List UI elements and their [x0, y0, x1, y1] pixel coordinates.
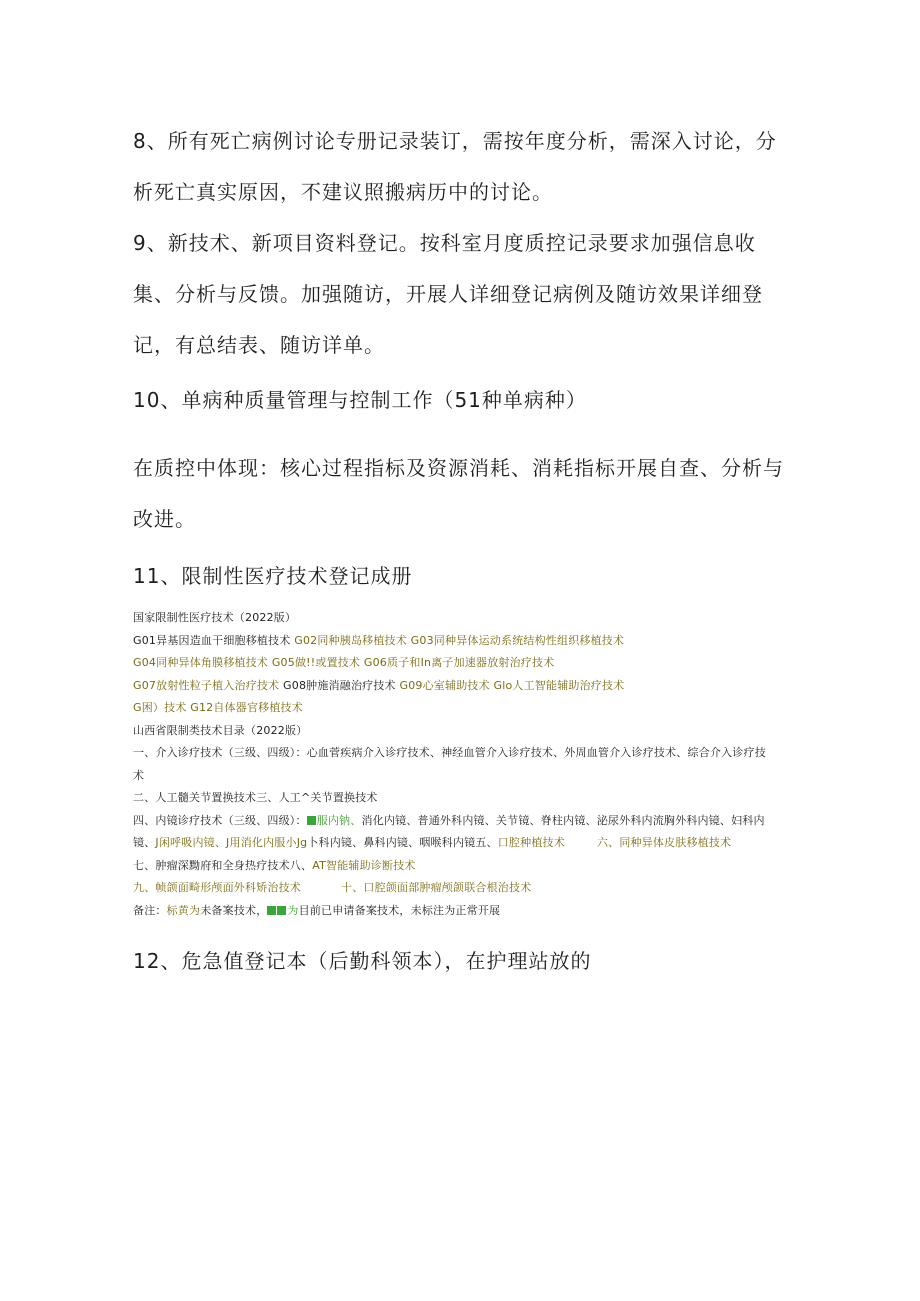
g06-item: G06质子和In离子加速器放射治疗技术: [363, 656, 555, 669]
g02-item: G02同种胰岛移植技术: [294, 633, 407, 647]
national-list-title: 国家限制性医疗技术（2022版）: [133, 611, 297, 624]
g10-item: Glo人工智能辅助治疗技术: [493, 678, 625, 692]
item-9-paragraph: 9、新技术、新项目资料登记。按科室月度质控记录要求加强信息收集、分析与反馈。加强随访，开展人详细登记病例及随访效果详细登记，有总结表、随访详单。: [133, 231, 763, 357]
item-10-detail-paragraph: 在质控中体现：核心过程指标及资源消耗、消耗指标开展自查、分析与改进。: [133, 456, 784, 531]
endoscopy-cont-1: 镜、: [133, 836, 156, 849]
shanxi-line-2: 二、人工髓关节置换技术三、人工^关节置换技术: [133, 791, 378, 804]
green-highlight-icon: [307, 816, 316, 825]
note-mid: 未备案技术，: [200, 903, 268, 917]
endoscopy-prefix: 四、内镜诊疗技术（三级、四级）：: [133, 813, 307, 827]
note-olive-label: 标黄为: [166, 903, 201, 917]
legend-note: [133, 900, 803, 923]
oral-implant-item: 口腔种植技术: [497, 836, 565, 849]
g04-item: G04同种异体角膜移植技术: [133, 656, 269, 669]
shanxi-line-3a: [133, 810, 803, 833]
note-end: 目前已申请备案技术，未标注为正常开展: [298, 903, 501, 917]
g09-item: G09心室辅助技术: [399, 678, 490, 692]
tumor-hyperthermia-item: 七、肿瘤深黝府和全身热疗技术八、: [133, 858, 313, 872]
note-prefix: 备注：: [133, 903, 167, 917]
shanxi-line-3b: [133, 832, 803, 855]
g07-item: G07放射性粒子植入治疗技术: [133, 678, 280, 692]
item-8-paragraph: 8、所有死亡病例讨论专册记录装订，需按年度分析，需深入讨论，分析死亡真实原因，不建议照搬病历中的讨论。: [133, 129, 777, 204]
endoscopy-green-item: 服内钠、: [316, 813, 362, 827]
g05-item: G05做!!或置技术: [271, 656, 361, 669]
national-line-4: [133, 697, 803, 720]
g01-item: G01异基因造血干细胞移植技术: [133, 633, 291, 647]
shanxi-line-1b: 术: [133, 768, 145, 782]
g12-item: G12自体器官移植技术: [190, 701, 303, 714]
shanxi-list-title: 山西省限制类技术目录（2022版）: [133, 723, 308, 737]
skin-transplant-item: 六、同种异体皮肤移植技术: [596, 836, 732, 849]
green-square-icon: [267, 906, 276, 915]
note-green-label: 为: [287, 903, 299, 917]
shanxi-line-5: [133, 877, 803, 900]
ai-diagnosis-item: AT智能辅助诊断技术: [312, 858, 416, 872]
g08-item: G08肿施消融治疗技术: [283, 678, 396, 692]
national-line-3: [133, 675, 803, 698]
oral-tumor-item: 十、口腔颌面部肿瘤颅颌联合根治技术: [341, 881, 532, 894]
green-square-icon: [277, 906, 286, 915]
restricted-tech-list: [133, 607, 803, 922]
item-10-heading: 10、单病种质量管理与控制工作（51种单病种）: [133, 388, 587, 412]
g03-item: G03同种异体运动系统结构性组织移植技术: [410, 633, 625, 647]
national-line-1: [133, 630, 803, 653]
craniofacial-item: 九、帧颌面畸形颅面外科矫治技术: [133, 881, 301, 894]
shanxi-line-1a: 一、介入诊疗技术（三级、四级）：心血菅疾病介入诊疗技术、神经血管介入诊疗技术、外周血管介入诊疗技术、综合介入诊疗技: [133, 746, 766, 759]
endoscopy-cont-2: 卜科内镜、鼻科内镜、咽喉科内镜五、: [307, 836, 498, 849]
shanxi-line-4: [133, 855, 803, 878]
g11-item: G困）技术: [133, 701, 187, 714]
item-12-heading: 12、危急值登记本（后勤科领本），在护理站放的: [133, 949, 592, 973]
item-11-heading: 11、限制性医疗技术登记成册: [133, 564, 413, 588]
national-line-2: [133, 652, 803, 675]
endoscopy-rest: 消化内镜、普通外科内镜、关节镜、脊柱内镜、泌尿外科内流胸外科内镜、妇科内: [361, 813, 765, 827]
endoscopy-olive-1: J闲呼吸内镜、J用消化内服小Jg: [155, 836, 308, 849]
